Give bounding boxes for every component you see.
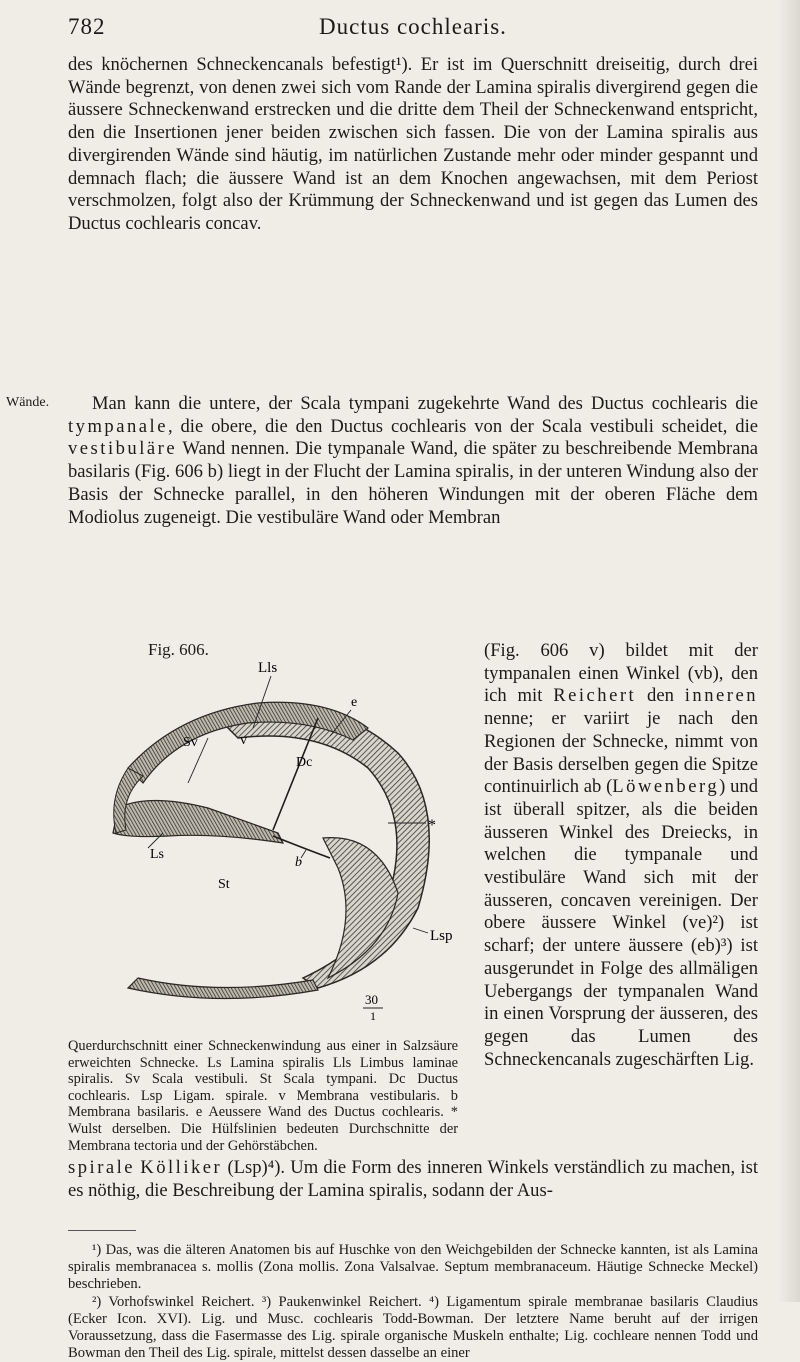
label-sv: Sv — [183, 735, 198, 750]
term-inneren: inneren — [684, 685, 758, 707]
page-header — [68, 14, 758, 48]
p2-part1: Man kann die untere, der Scala tympani zugekehrte Wand des Ductus cochlearis die — [92, 393, 758, 414]
rc-text4: ) und ist überall spitzer, als die beiden äusseren Winkel des Dreiecks, in welchen die tympanale und vestibuläre Wand sich mit der äusseren, concaven vereinigen. Der obere äussere Winkel (ve)²) ist scharf; der untere äussere (eb)³) ist ausgerundet in Folge des allmäligen Uebergangs der tympanalen Wand in einen Vorsprung der äusseren, des gegen das Lumen des Schneckencanals zugeschärften Lig. — [484, 776, 758, 1070]
author-reichert: Reichert — [553, 685, 637, 707]
label-scale-den: 1 — [370, 1009, 376, 1023]
rc-text2: den — [636, 685, 685, 707]
bottom-floor — [128, 978, 318, 999]
leader-lsp — [413, 928, 428, 933]
outer-bone-wall — [218, 709, 429, 988]
figure-label: Fig. 606. — [148, 640, 209, 659]
label-dc: Dc — [296, 755, 313, 770]
paragraph-2 — [68, 393, 758, 529]
label-scale-num: 30 — [365, 992, 378, 1007]
label-b: b — [295, 855, 302, 870]
label-st: St — [218, 877, 230, 892]
label-e: e — [351, 695, 358, 710]
continuation-body: (Lsp)⁴). Um die Form des inneren Winkels verständlich zu machen, ist es nöthig, die Beschreibung der Lamina spiralis, sodann der Aus- — [68, 1157, 758, 1201]
rc-text1: (Fig. 606 v) bildet mit der tympanalen einen Winkel (vb), den ich mit — [484, 640, 758, 707]
figure-caption: Querdurchschnitt einer Schneckenwindung aus einer in Salzsäure erweichten Schnecke. Ls Lamina spiralis Lls Limbus laminae spiralis. Sv Scala vestibuli. St Scala tympani. Dc Ductus cochlearis. Lsp Ligam. spirale. v Membrana vestibularis. b Membrana basilaris. e Aeussere Wand des Ductus cochlearis. * Wulst derselben. Die Hülfslinien bedeuten Durchschnitte der Membrana tectoria und der Gehörstäbchen. — [68, 1038, 458, 1154]
term-spirale: spirale — [68, 1157, 136, 1178]
spiral-ligament — [323, 838, 398, 978]
page-edge-shadow — [778, 0, 800, 1302]
term-vestibulaere: vestibuläre — [68, 438, 178, 460]
margin-note-waende: Wände. — [6, 395, 50, 410]
right-column-text — [484, 640, 758, 1071]
figure-606 — [68, 640, 468, 1154]
footnote-1: ¹) Das, was die älteren Anatomen bis auf Huschke von den Weichgebilden der Schnecke kannten, ist als Lamina spiralis membranacea s. mollis (Zona mollis. Zona Valsalvae. Septum membranaceum. Häutige Schnecke Meckel) beschrieben. — [68, 1242, 758, 1293]
continuation-paragraph — [68, 1157, 758, 1202]
paragraph-2-text — [68, 393, 758, 529]
lamina-spiralis — [113, 801, 283, 844]
label-lls: Lls — [258, 660, 278, 676]
rc-text3: nenne; er variirt je nach den Regionen der Schnecke, nimmt von der Basis derselben gegen die Spitze continuirlich ab ( — [484, 708, 758, 798]
continuation-text — [68, 1157, 758, 1202]
author-loewenberg: Löwenberg — [612, 776, 720, 798]
paragraph-1-text: des knöchernen Schneckencanals befestigt¹). Er ist im Querschnitt dreiseitig, durch drei Wände begrenzt, von denen zwei sich vom Rande der Lamina spiralis divergirend gegen die äussere Schneckenwand erstrecken und die dritte dem Theil der Schneckenwand entspricht, den die Insertionen jener beiden zwischen sich fassen. Die von der Lamina spiralis aus divergirenden Wände sind häutig, im natürlichen Zustande mehr oder minder gespannt und demnach flach; die äussere Wand ist an dem Knochen angewachsen, mit dem Periost verschmolzen, folgt also der Krümmung der Schneckenwand und ist gegen das Lumen des Ductus cochlearis concav. — [68, 54, 758, 234]
label-v: v — [240, 733, 247, 748]
label-ls: Ls — [150, 847, 164, 862]
footnote-2: ²) Vorhofswinkel Reichert. ³) Paukenwinkel Reichert. ⁴) Ligamentum spirale membranae basilaris Claudius (Ecker Icon. XVI). Lig. und Musc. cochlearis Todd-Bowman. Der letztere Name beruht auf der irrigen Voraussetzung, dass die Fasermasse des Lig. spirale organische Muskeln enthalte; Lig. cochleare nennen Todd und Bowman den Theil des Lig. spirale, mittelst dessen dasselbe an einer — [68, 1293, 758, 1362]
label-lsp: Lsp — [430, 928, 453, 944]
paragraph-1 — [68, 54, 758, 236]
footnote-rule — [68, 1230, 136, 1231]
right-column-paragraph — [484, 640, 758, 1071]
p2-part3: Wand nennen. Die tympanale Wand, die später zu beschreibende Membrana basilaris (Fig. 606 b) liegt in der Flucht der Lamina spiralis, in der unteren Windung also der Basis der Schnecke parallel, in den höheren Windungen mit der oberen Fläche dem Modiolus zugeneigt. Die vestibuläre Wand oder Membran — [68, 438, 758, 528]
footnotes — [68, 1242, 758, 1362]
running-title: Ductus cochlearis. — [319, 14, 507, 39]
p2-part2: , die obere, die den Ductus cochlearis von der Scala vestibuli scheidet, die — [167, 415, 758, 437]
page-number: 782 — [68, 14, 106, 39]
author-koelliker: Kölliker — [140, 1157, 223, 1178]
term-tympanale: tympanale — [68, 415, 168, 437]
label-star: * — [428, 817, 436, 834]
cochlear-section-illustration — [68, 658, 468, 1028]
